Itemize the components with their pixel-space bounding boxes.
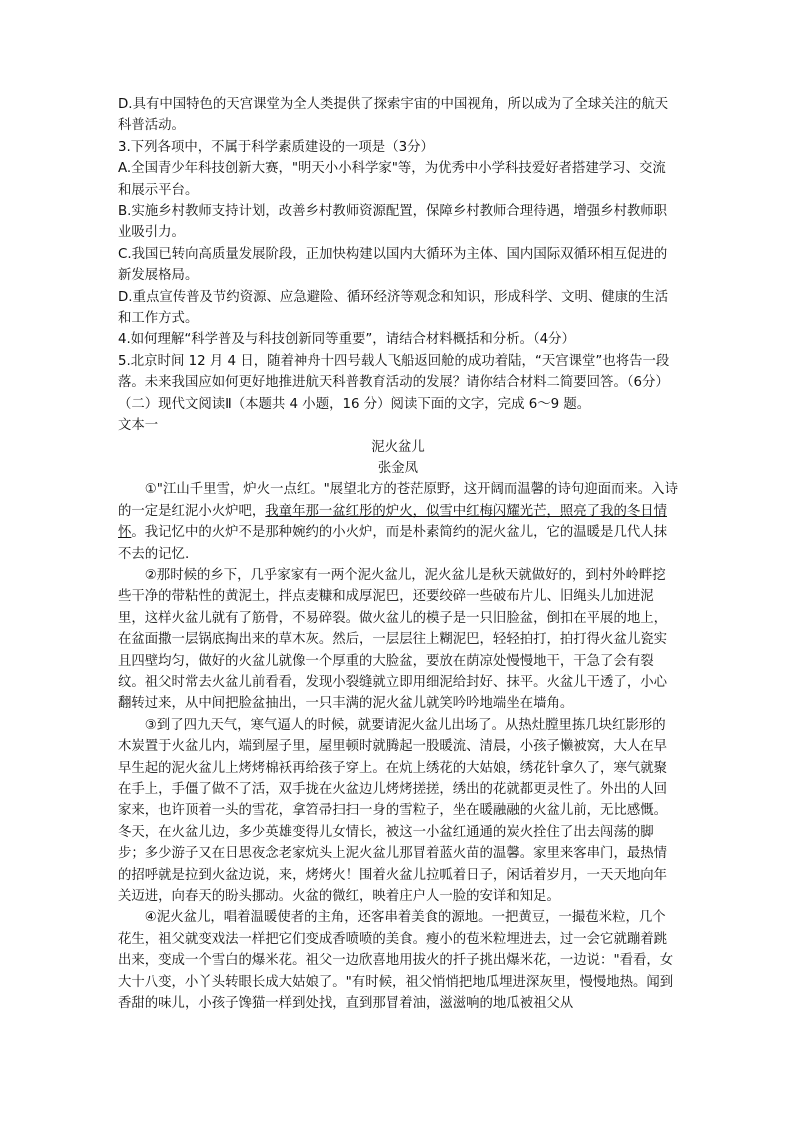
text-label: 文本一 xyxy=(118,418,159,434)
section-heading: （二）现代文阅读Ⅱ（本题共 4 小题，16 分）阅读下面的文字，完成 6～9 题。 xyxy=(118,396,591,412)
paragraph-1-text-b: 。我记忆中的火炉不是那种婉约的小火炉，而是朴素简约的泥火盆儿，它的温暖是几代人抹不去的记忆. xyxy=(118,525,668,562)
underlined-sentence: 我童年那一盆红彤的炉火，似雪中红梅闪耀光芒，照亮了我的冬日情怀 xyxy=(118,503,668,541)
q3-stem: 3.下列各项中，不属于科学素质建设的一项是（3分） xyxy=(118,139,434,155)
paragraph-1-text-a: ①"江山千里雪，炉火一点红。"展望北方的苍茫原野，这开阔而温馨的诗句迎面而来。入诗的一定是红泥小火炉吧， xyxy=(118,482,678,519)
q3-option-a: A.全国青少年科技创新大赛，"明天小小科学家"等，为优秀中小学科技爱好者搭建学习、交流和展示平台。 xyxy=(118,161,666,198)
paragraph-2: ②那时候的乡下，几乎家家有一两个泥火盆儿，泥火盆儿是秋天就做好的，到村外岭畔挖些干净的带粘性的黄泥土，拌点麦糠和成厚泥巴，还要绞碎一些破布片儿、旧绳头儿加进泥里，这样火盆儿就有了筋骨，不易碎裂。做火盆儿的模子是一只旧脸盆，倒扣在平展的地上，在盆面撒一层锅底掏出来的草木灰。然后，一层层往上糊泥巴，轻轻拍打，拍打得火盆儿瓷实且四壁均匀，做好的火盆儿就像一个厚重的大脸盆，要放在荫凉处慢慢地干，干急了会有裂纹。祖父时常去火盆儿前看看，发现小裂缝就立即用细泥给封好、抹平。火盆儿干透了，小心翻转过来，从中间把脸盆抽出，一只丰满的泥火盆儿就笑吟吟地端坐在墙角。 xyxy=(118,567,668,712)
q3-option-b: B.实施乡村教师支持计划，改善乡村教师资源配置，保障乡村教师合理待遇，增强乡村教师职业吸引力。 xyxy=(118,204,668,241)
question-4: 4.如何理解“科学普及与科技创新同等重要”，请结合材料概括和分析。（4分） xyxy=(118,332,575,348)
document-page xyxy=(118,94,678,1014)
paragraph-4: ④泥火盆儿，唱着温暖使者的主角，还客串着美食的源地。一把黄豆，一撮苞米粒，几个花生，祖父就变戏法一样把它们变成香喷喷的美食。瘦小的苞米粒埋进去，过一会它就蹦着跳出来，变成一个雪白的爆米花。祖父一边欣喜地用拔火的扦子挑出爆米花，一边说："看看，女大十八变，小丫头转眼长成大姑娘了。"有时候，祖父悄悄把地瓜埋进深灰里，慢慢地热。闻到香甜的味儿，小孩子馋猫一样到处找，直到那冒着油，滋滋响的地瓜被祖父从 xyxy=(118,910,674,1012)
q2-option-d: D.具有中国特色的天宫课堂为全人类提供了探索宇宙的中国视角，所以成为了全球关注的航天科普活动。 xyxy=(118,97,669,134)
paragraph-1 xyxy=(118,479,678,565)
article-author: 张金凤 xyxy=(377,460,419,476)
article-title: 泥火盆儿 xyxy=(371,439,425,455)
q3-option-c: C.我国已转向高质量发展阶段，正加快构建以国内大循环为主体、国内国际双循环相互促进的新发展格局。 xyxy=(118,246,668,284)
question-5: 5.北京时间 12 月 4 日，随着神舟十四号载人飞船返回舱的成功着陆，“天宫课堂”也将告一段落。未来我国应如何更好地推进航天科普教育活动的发展？请你结合材料二简要回答。（6分） xyxy=(118,353,670,391)
paragraph-3: ③到了四九天气，寒气逼人的时候，就要请泥火盆儿出场了。从热灶膛里拣几块红影形的木炭置于火盆儿内，端到屋子里，屋里顿时就腾起一股暖流、清晨，小孩子懒被窝，大人在早早生起的泥火盆儿上烤烤棉袄再给孩子穿上。在炕上绣花的大姑娘，绣花针拿久了，寒气就聚在手上，手僵了做不了活，双手拢在火盆边儿烤烤搓搓，绣出的花就都更灵性了。外出的人回家来，也许顶着一头的雪花，拿笤帚扫扫一身的雪粒子，坐在暖融融的火盆儿前，无比感慨。冬天，在火盆儿边，多少英雄变得儿女情长，被这一小盆红通通的炭火拴住了出去闯荡的脚步；多少游子又在日思夜念老家炕头上泥火盆儿那冒着蓝火苗的温馨。家里来客串门，最热情的招呼就是拉到火盆边说，来，烤烤火！围着火盆儿拉呱着日子，闲话着岁月，一天天地向年关迈进，向春天的盼头挪动。火盆的微红，映着庄户人一脸的安详和知足。 xyxy=(118,717,668,905)
q3-option-d: D.重点宣传普及节约资源、应急避险、循环经济等观念和知识，形成科学、文明、健康的生活和工作方式。 xyxy=(118,289,669,327)
